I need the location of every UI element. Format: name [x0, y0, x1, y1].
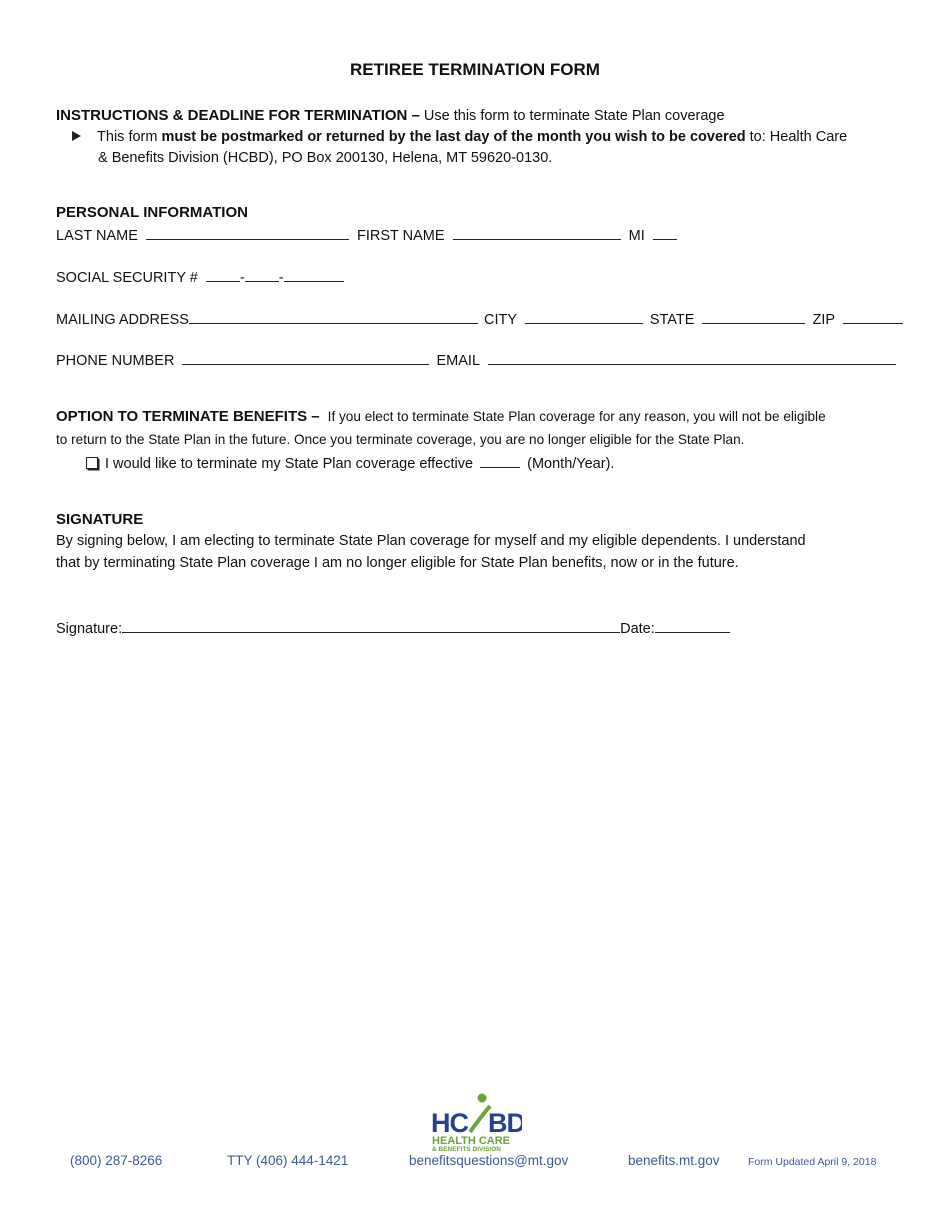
mi-label: MI [628, 228, 645, 244]
instructions-section [56, 107, 725, 124]
option-line1 [56, 408, 826, 425]
instructions-heading: INSTRUCTIONS & DEADLINE FOR TERMINATION – [56, 107, 420, 124]
signature-text1: By signing below, I am electing to terminate State Plan coverage for myself and my eligible dependents. I understand [56, 533, 806, 549]
email-field[interactable] [488, 351, 896, 365]
checkbox-label-prefix: I would like to terminate my State Plan coverage effective [105, 456, 474, 472]
footer-tty: TTY (406) 444-1421 [227, 1153, 349, 1168]
bullet-suffix: to: Health Care [745, 129, 848, 145]
signature-row [56, 619, 730, 637]
bullet-bold: must be postmarked or returned by the last day of the month you wish to be covered [161, 129, 746, 145]
option-text2: to return to the State Plan in the future. Once you terminate coverage, you are no longer eligible for the State Plan. [56, 432, 745, 447]
name-row [56, 226, 677, 244]
svg-text:BD: BD [488, 1108, 522, 1138]
city-label: CITY [483, 312, 517, 328]
signature-text2: that by terminating State Plan coverage I am no longer eligible for State Plan benefits, now or in the future. [56, 555, 739, 571]
first-name-field[interactable] [453, 226, 621, 240]
form-title: RETIREE TERMINATION FORM [350, 60, 600, 79]
date-label: Date: [620, 621, 655, 637]
phone-field[interactable] [182, 351, 429, 365]
last-name-label: LAST NAME [56, 228, 138, 244]
city-field[interactable] [525, 310, 643, 324]
logo-sub1: HEALTH CARE [432, 1135, 511, 1147]
signature-heading: SIGNATURE [56, 511, 144, 528]
signature-field[interactable] [122, 619, 620, 633]
phone-row [56, 351, 896, 369]
ssn-row: SOCIAL SECURITY # - - [56, 268, 344, 286]
instructions-bullet [72, 129, 847, 145]
zip-field[interactable] [843, 310, 903, 324]
hcbd-logo [430, 1092, 522, 1152]
email-label: EMAIL [436, 353, 480, 369]
mailing-address-label: MAILING ADDRESS [56, 312, 189, 328]
address-row [56, 310, 903, 328]
date-field[interactable] [655, 619, 730, 633]
logo-sub2: & BENEFITS DIVISION [432, 1146, 501, 1152]
hcbd-logo-icon [430, 1092, 522, 1152]
last-name-field[interactable] [146, 226, 349, 240]
bullet-prefix: This form [97, 129, 162, 145]
state-field[interactable] [702, 310, 805, 324]
state-label: STATE [649, 312, 695, 328]
ssn-label: SOCIAL SECURITY # [56, 270, 198, 286]
footer-website-link[interactable]: benefits.mt.gov [628, 1153, 720, 1168]
arrow-bullet-icon [72, 131, 81, 141]
checkbox-label-suffix: (Month/Year). [527, 456, 615, 472]
effective-date-field[interactable] [480, 454, 520, 468]
svg-text:HC: HC [431, 1108, 468, 1138]
mailing-address-field[interactable] [189, 310, 478, 324]
option-text1: If you elect to terminate State Plan coverage for any reason, you will not be eligible [327, 409, 826, 424]
ssn-field-2[interactable] [245, 268, 279, 282]
instructions-heading-suffix: Use this form to terminate State Plan coverage [419, 108, 725, 124]
footer-email-link[interactable]: benefitsquestions@mt.gov [409, 1153, 569, 1168]
first-name-label: FIRST NAME [357, 228, 445, 244]
personal-heading: PERSONAL INFORMATION [56, 204, 248, 221]
mi-field[interactable] [653, 226, 677, 240]
bullet-line2: & Benefits Division (HCBD), PO Box 200130, Helena, MT 59620-0130. [98, 150, 553, 166]
terminate-checkbox[interactable] [86, 457, 98, 469]
ssn-field-1[interactable] [206, 268, 240, 282]
option-heading: OPTION TO TERMINATE BENEFITS – [56, 408, 320, 425]
signature-label: Signature: [56, 621, 123, 637]
footer-phone: (800) 287-8266 [70, 1153, 163, 1168]
ssn-field-3[interactable] [284, 268, 344, 282]
phone-label: PHONE NUMBER [56, 353, 175, 369]
zip-label: ZIP [812, 312, 835, 328]
form-updated-note: Form Updated April 9, 2018 [748, 1156, 877, 1168]
terminate-checkbox-row [86, 454, 614, 472]
